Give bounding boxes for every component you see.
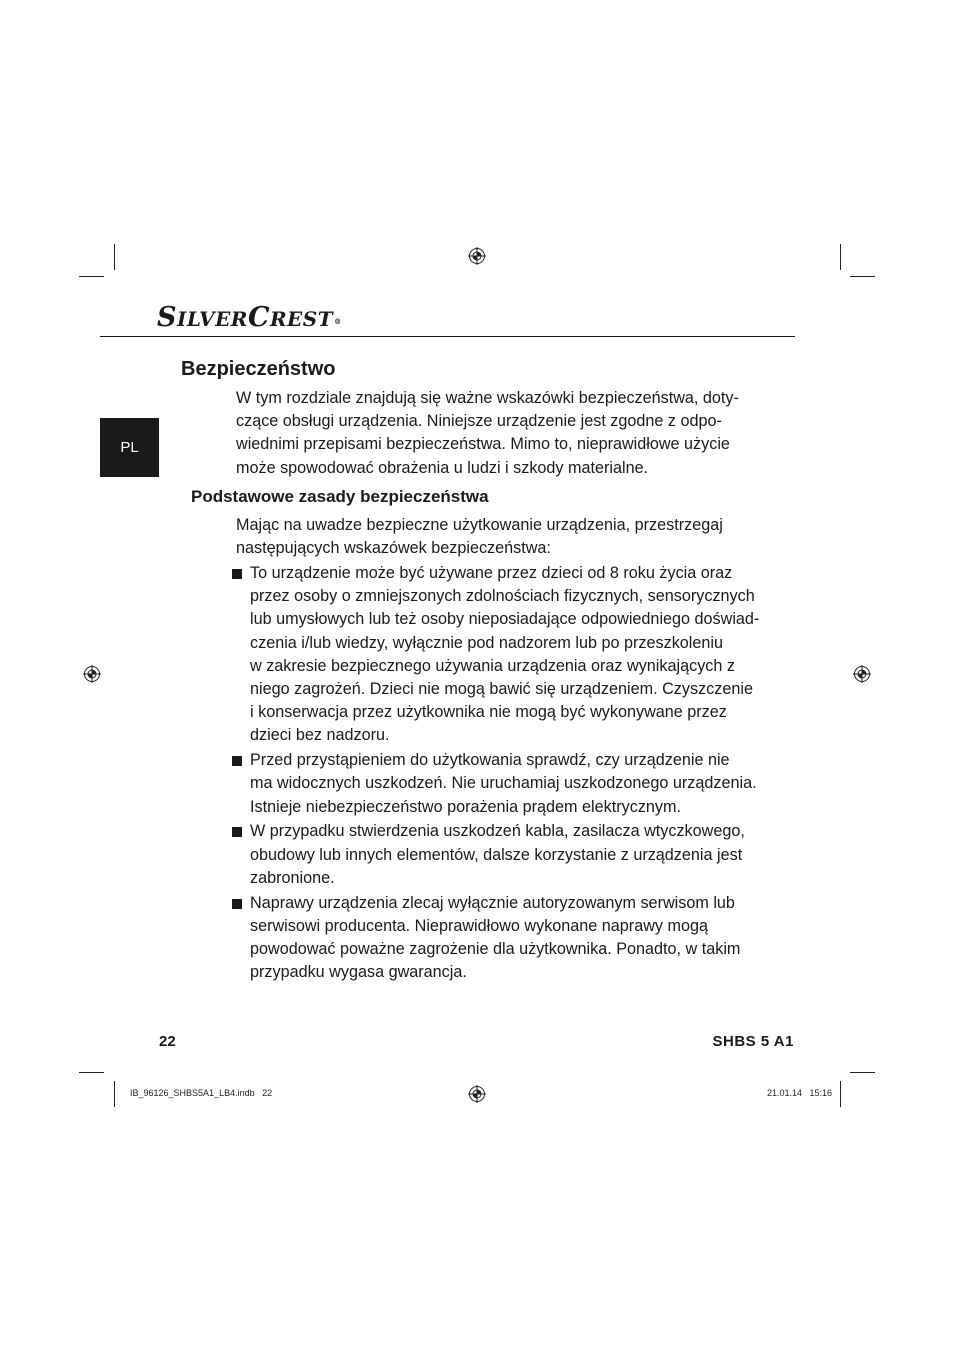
- square-bullet-icon: [232, 827, 242, 837]
- text-line: ma widocznych uszkodzeń. Nie uruchamiaj uszkodzonego urządzenia.: [250, 774, 757, 793]
- text-line: i konserwacja przez użytkownika nie mogą być wykonywane przez: [250, 703, 727, 722]
- text-line: Naprawy urządzenia zlecaj wyłącznie autoryzowanym serwisom lub: [250, 893, 735, 912]
- crop-mark: [850, 276, 875, 277]
- print-slug-datetime: 21.01.14 15:16: [766, 1088, 832, 1098]
- list-item: [230, 820, 790, 890]
- list-item: [230, 562, 790, 748]
- registration-mark-icon: [468, 1085, 486, 1103]
- page-number: 22: [159, 1033, 176, 1050]
- text-line: W tym rozdziale znajdują się ważne wskazówki bezpieczeństwa, doty-: [236, 389, 739, 407]
- text-line: czenia i/lub wiedzy, wyłącznie pod nadzorem lub po przeszkoleniu: [250, 633, 723, 652]
- text-line: To urządzenie może być używane przez dzieci od 8 roku życia oraz: [250, 564, 733, 582]
- list-item: [230, 749, 790, 819]
- subsection-title: Podstawowe zasady bezpieczeństwa: [191, 487, 489, 506]
- list-item: [230, 892, 790, 985]
- subsection-intro: [236, 514, 781, 560]
- text-line: lub umysłowych lub też osoby nieposiadające odpowiedniego doświad-: [250, 610, 760, 629]
- text-line: W przypadku stwierdzenia uszkodzeń kabla, zasilacza wtyczkowego,: [250, 822, 745, 841]
- language-tab: [100, 418, 159, 477]
- intro-paragraph: [236, 387, 781, 480]
- text-line: wiednimi przepisami bezpieczeństwa. Mimo to, nieprawidłowe użycie: [236, 435, 730, 454]
- crop-mark: [79, 276, 104, 277]
- text-line: niego zagrożeń. Dzieci nie mogą bawić się urządzeniem. Czyszczenie: [250, 680, 753, 699]
- safety-bullet-list: [230, 562, 790, 986]
- text-line: przez osoby o zmniejszonych zdolnościach fizycznych, sensorycznych: [250, 587, 755, 606]
- text-line: Przed przystąpieniem do użytkowania sprawdź, czy urządzenie nie: [250, 751, 730, 770]
- crop-mark: [840, 1081, 841, 1107]
- section-title: Bezpieczeństwo: [181, 358, 336, 380]
- registration-mark-icon: [83, 665, 101, 683]
- text-line: dzieci bez nadzoru.: [250, 726, 390, 745]
- text-line: Mając na uwadze bezpieczne użytkowanie urządzenia, przestrzegaj: [236, 516, 723, 534]
- text-line: może spowodować obrażenia u ludzi i szkody materialne.: [236, 458, 649, 477]
- registration-mark-icon: [853, 665, 871, 683]
- text-line: czące obsługi urządzenia. Niniejsze urządzenie jest zgodne z odpo-: [236, 412, 722, 431]
- text-line: w zakresie bezpiecznego używania urządzenia oraz wynikających z: [250, 656, 735, 675]
- language-tab-label: PL: [120, 439, 139, 456]
- crop-mark: [79, 1072, 104, 1073]
- brand-logo: SILVERCREST®: [157, 302, 342, 333]
- square-bullet-icon: [232, 756, 242, 766]
- text-line: powodować poważne zagrożenie dla użytkownika. Ponadto, w takim: [250, 940, 741, 959]
- print-slug-file: IB_96126_SHBS5A1_LB4.indb 22: [130, 1088, 273, 1098]
- model-number: SHBS 5 A1: [712, 1033, 794, 1050]
- square-bullet-icon: [232, 899, 242, 909]
- square-bullet-icon: [232, 569, 242, 579]
- crop-mark: [850, 1072, 875, 1073]
- registration-mark-icon: [468, 247, 486, 265]
- header-rule: [100, 336, 795, 337]
- text-line: serwisowi producenta. Nieprawidłowo wykonane naprawy mogą: [250, 916, 708, 935]
- crop-mark: [114, 244, 115, 270]
- text-line: zabronione.: [250, 868, 335, 887]
- crop-mark: [114, 1081, 115, 1107]
- crop-mark: [840, 244, 841, 270]
- text-line: obudowy lub innych elementów, dalsze korzystanie z urządzenia jest: [250, 845, 743, 864]
- text-line: następujących wskazówek bezpieczeństwa:: [236, 539, 551, 558]
- text-line: przypadku wygasa gwarancja.: [250, 963, 467, 982]
- text-line: Istnieje niebezpieczeństwo porażenia prądem elektrycznym.: [250, 797, 681, 816]
